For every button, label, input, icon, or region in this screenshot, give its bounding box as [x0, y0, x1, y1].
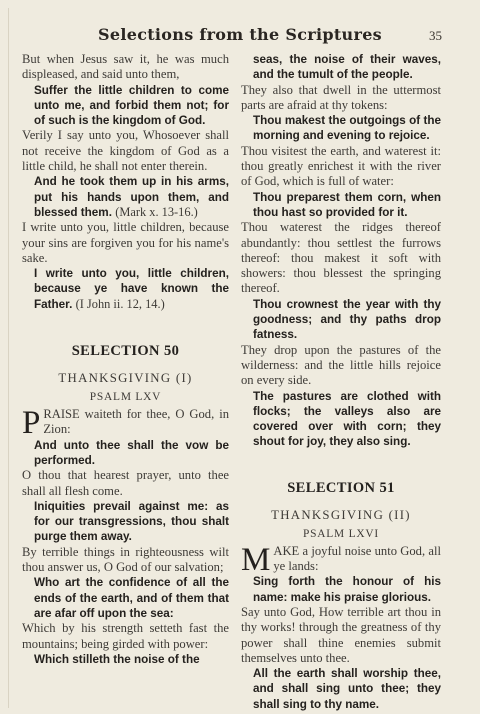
response-verse [34, 174, 229, 220]
response-verse: And unto thee shall the vow be performed. [34, 438, 229, 467]
reader-verse: They drop upon the pastures of the wilderness: and the little hills rejoice on every side. [241, 342, 441, 388]
reader-verse: Thou visitest the earth, and waterest it: thou greatly enrichest it with the river of God, which is full of water: [241, 143, 441, 189]
reader-verse: O thou that hearest prayer, unto thee shall all flesh come. [22, 468, 229, 498]
reader-verse: Say unto God, How terrible art thou in thy works! through the greatness of thy power shall thine enemies submit themselves unto thee. [241, 604, 441, 665]
page-number: 35 [429, 28, 442, 43]
reader-verse: AKE a joyful noise unto God, all ye lands: [273, 543, 441, 574]
selection-heading: SELECTION 50 [71, 343, 180, 360]
reader-verse: Which by his strength setteth fast the mountains; being girded with power: [22, 621, 229, 651]
reader-verse: RAISE waiteth for thee, O God, in Zion: [43, 407, 229, 437]
reader-verse: They also that dwell in the uttermost parts are afraid at thy tokens: [241, 82, 441, 112]
opening-verse [22, 405, 229, 442]
response-verse: All the earth shall worship thee, and shall sing unto thee; they shall sing to thy name. [253, 667, 441, 711]
response-verse: The pastures are clothed with flocks; the valleys also are covered over with corn; they shout for joy, they also sing. [253, 389, 441, 449]
drop-cap: M [241, 541, 271, 578]
reader-verse: I write unto you, little children, because your sins are forgiven you for his name's sake. [22, 220, 229, 265]
reader-verse: But when Jesus saw it, he was much displeased, and said unto them, [22, 52, 229, 82]
reader-verse: By terrible things in righteousness wilt thou answer us, O God of our salvation; [22, 544, 229, 575]
response-verse: Thou preparest them corn, when thou hast so provided for it. [253, 190, 441, 219]
page-header [0, 25, 480, 49]
psalm-reference: PSALM LXV [89, 391, 162, 404]
selection-heading: SELECTION 51 [287, 479, 395, 496]
response-verse: Who art the confidence of all the ends of the earth, and of them that are afar off upon the sea: [34, 576, 229, 620]
right-column [241, 52, 441, 712]
response-verse: Which stilleth the noise of the [34, 652, 200, 666]
response-verse: Sing forth the honour of his name: make his praise glorious. [253, 575, 441, 604]
selection-title: THANKSGIVING (I) [58, 371, 193, 386]
reader-verse: Verily I say unto you, Whosoever shall not receive the kingdom of God as a little child, he shall not enter therein. [22, 128, 229, 174]
response-verse: Suffer the little children to come unto me, and forbid them not; for of such is the kingdom of God. [34, 83, 229, 128]
response-verse: Thou crownest the year with thy goodness; and thy paths drop fatness. [253, 297, 441, 342]
left-column [22, 52, 229, 667]
scripture-reference: (I John ii. 12, 14.) [75, 296, 165, 311]
reader-verse: Thou waterest the ridges thereof abundantly: thou settlest the furrows thereof: thou makest it soft with showers: thou blessest the springing thereof. [241, 220, 441, 296]
scripture-reference: (Mark x. 13-16.) [115, 204, 198, 219]
response-verse: Iniquities prevail against me: as for our transgressions, thou shalt purge them away. [34, 499, 229, 544]
response-verse [34, 266, 229, 312]
response-text: I write unto you, little children, because ye have known the Father. [34, 267, 229, 311]
drop-cap: P [22, 405, 41, 442]
response-verse: Thou makest the outgoings of the morning and evening to rejoice. [253, 114, 441, 143]
psalm-reference: PSALM LXVI [302, 527, 380, 540]
running-title: Selections from the Scriptures [98, 25, 382, 44]
response-verse: seas, the noise of their waves, and the tumult of the people. [253, 53, 441, 82]
selection-title: THANKSGIVING (II) [271, 507, 411, 522]
opening-verse [241, 541, 441, 578]
response-text: And he took them up in his arms, put his hands upon them, and blessed them. [34, 175, 229, 219]
page-edge-line [8, 8, 9, 708]
